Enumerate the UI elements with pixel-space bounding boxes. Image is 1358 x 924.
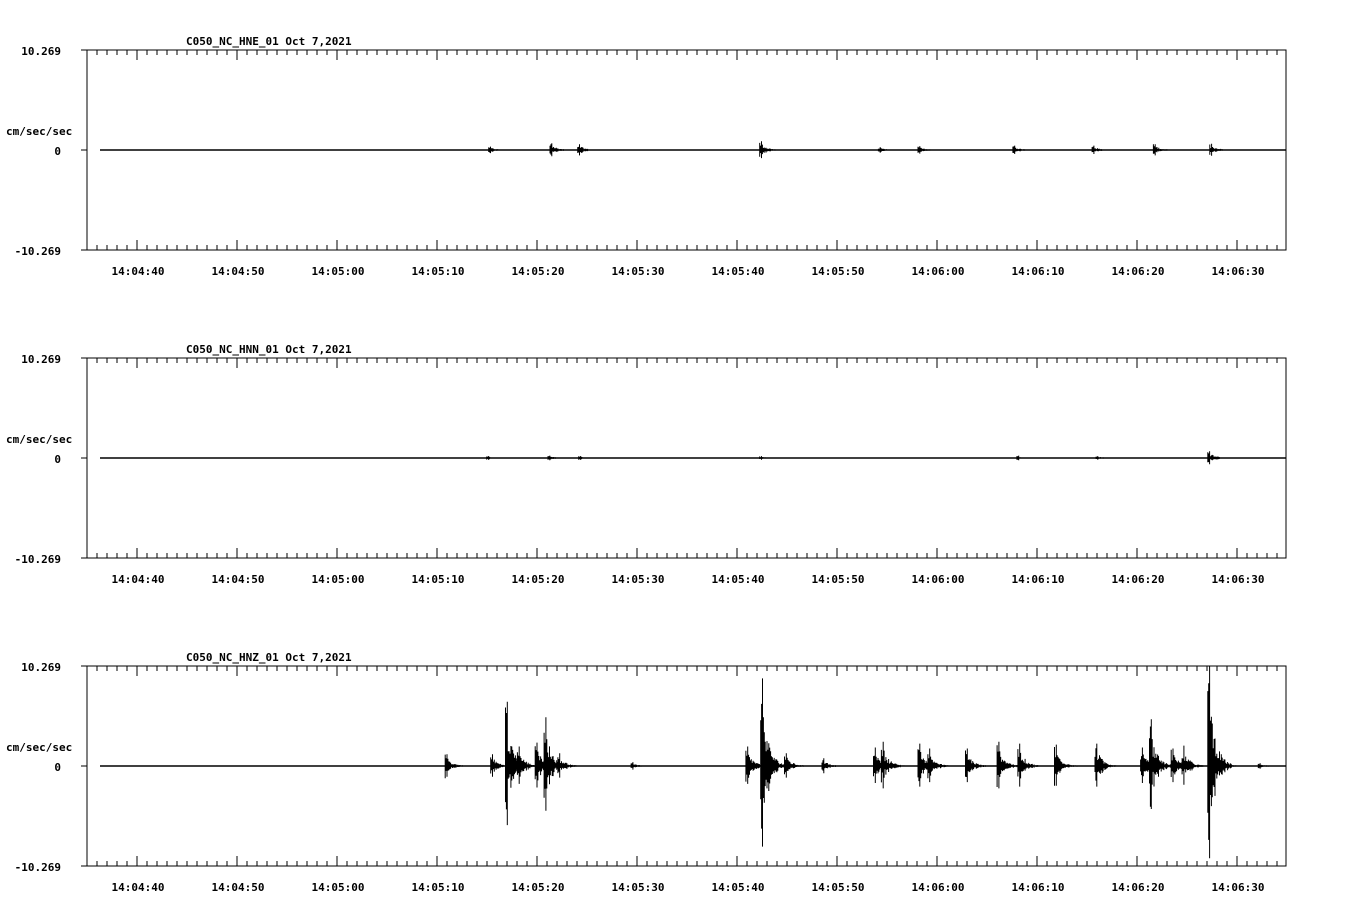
trace-burst (548, 456, 572, 461)
x-tick-label: 14:06:10 (1011, 881, 1065, 894)
x-tick-label: 14:06:30 (1211, 265, 1265, 278)
x-tick-label: 14:05:20 (511, 881, 565, 894)
x-tick-label: 14:05:00 (311, 881, 365, 894)
x-tick-label: 14:06:00 (911, 881, 965, 894)
x-tick-label: 14:05:10 (411, 881, 465, 894)
x-tick-label: 14:06:20 (1111, 881, 1165, 894)
trace-spike (1182, 746, 1206, 785)
trace-spike (878, 147, 902, 153)
x-tick-label: 14:04:50 (211, 573, 265, 586)
trace-burst (1095, 744, 1119, 787)
x-tick-label: 14:05:20 (511, 265, 565, 278)
x-tick-label: 14:05:30 (611, 573, 665, 586)
y-tick-label: 10.269 (21, 353, 61, 366)
trace-spike (548, 456, 572, 461)
trace-burst (1018, 744, 1042, 787)
x-tick-label: 14:05:40 (711, 881, 765, 894)
x-tick-label: 14:05:50 (811, 881, 865, 894)
x-tick-label: 14:06:30 (1211, 881, 1265, 894)
trace-spike (881, 742, 905, 789)
y-tick-label: -10.269 (14, 553, 61, 566)
x-tick-label: 14:05:10 (411, 265, 465, 278)
x-tick-label: 14:06:30 (1211, 573, 1265, 586)
x-tick-label: 14:05:40 (711, 573, 765, 586)
x-tick-label: 14:05:00 (311, 265, 365, 278)
chart-title: C050_NC_HNZ_01 Oct 7,2021 (186, 651, 352, 664)
trace-spike (1096, 456, 1120, 460)
chart-title: C050_NC_HNN_01 Oct 7,2021 (186, 343, 352, 356)
x-tick-label: 14:05:50 (811, 573, 865, 586)
x-tick-label: 14:06:00 (911, 265, 965, 278)
x-tick-label: 14:05:40 (711, 265, 765, 278)
y-tick-label: 10.269 (21, 45, 61, 58)
x-tick-label: 14:05:00 (311, 573, 365, 586)
chart-title: C050_NC_HNE_01 Oct 7,2021 (186, 35, 352, 48)
trace-burst (1182, 746, 1206, 785)
trace-spike (1018, 744, 1042, 787)
trace-burst (761, 678, 785, 846)
trace-burst (1096, 456, 1120, 460)
y-tick-label: 10.269 (21, 661, 61, 674)
trace-burst (878, 147, 902, 153)
x-tick-label: 14:05:50 (811, 265, 865, 278)
seismogram-panel (6, 651, 1286, 894)
y-axis-label: cm/sec/sec (6, 125, 73, 138)
x-tick-label: 14:06:00 (911, 573, 965, 586)
x-tick-label: 14:06:20 (1111, 265, 1165, 278)
x-tick-label: 14:04:40 (111, 265, 165, 278)
x-tick-label: 14:04:50 (211, 265, 265, 278)
y-axis-label: cm/sec/sec (6, 741, 73, 754)
seismogram-panel (6, 343, 1286, 586)
x-tick-label: 14:05:30 (611, 881, 665, 894)
trace-burst (881, 742, 905, 789)
trace-spike (1150, 719, 1174, 809)
y-tick-label: 0 (54, 761, 61, 774)
x-tick-label: 14:04:40 (111, 573, 165, 586)
x-tick-label: 14:04:40 (111, 881, 165, 894)
x-tick-label: 14:06:10 (1011, 265, 1065, 278)
trace-spike (1095, 744, 1119, 787)
x-tick-label: 14:05:10 (411, 573, 465, 586)
y-tick-label: 0 (54, 145, 61, 158)
x-tick-label: 14:06:20 (1111, 573, 1165, 586)
x-tick-label: 14:05:20 (511, 573, 565, 586)
y-tick-label: -10.269 (14, 861, 61, 874)
trace-spike (1055, 745, 1079, 786)
seismogram-panel (6, 35, 1286, 278)
trace-burst (1150, 719, 1174, 809)
x-tick-label: 14:04:50 (211, 881, 265, 894)
x-tick-label: 14:06:10 (1011, 573, 1065, 586)
y-axis-label: cm/sec/sec (6, 433, 73, 446)
trace-spike (761, 678, 785, 846)
x-tick-label: 14:05:30 (611, 265, 665, 278)
y-tick-label: -10.269 (14, 245, 61, 258)
trace-burst (1055, 745, 1079, 786)
trace-spike (1258, 763, 1282, 769)
trace-burst (1258, 763, 1282, 769)
y-tick-label: 0 (54, 453, 61, 466)
